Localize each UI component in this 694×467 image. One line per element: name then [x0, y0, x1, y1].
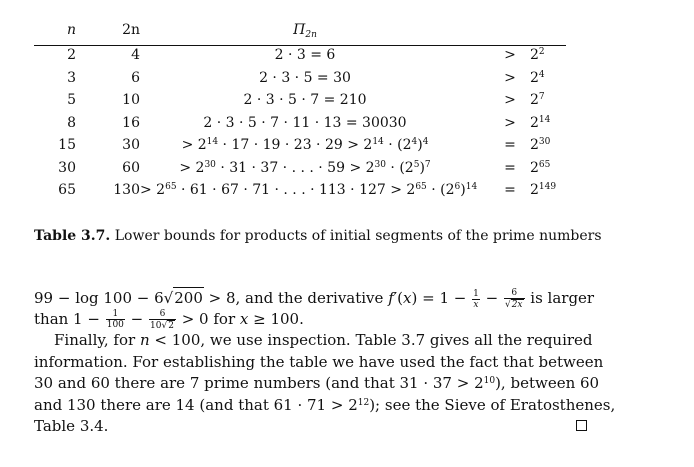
header-2n: 2n	[122, 22, 140, 38]
bounds-table	[34, 22, 566, 205]
table-row: 3 6 2 · 3 · 5 = 30 > $2^4$	[67, 69, 545, 86]
table-header-row	[34, 22, 566, 44]
table-row: 65 130 > $2^{65} \cdot 61 \cdot 67 \cdot 71$ · . . . · $113 \cdot 127 > 2^{65} \cdot (2^6)^{14}$ = $2^{149}$	[58, 182, 557, 198]
text-line: and 130 there are 14 (and that $61 \cdot 71 > 2^{12}$); see the Sieve of Eratosthenes,	[34, 395, 616, 414]
text-line: 30 and 60 there are 7 prime numbers (and that $31 \cdot 37 > 2^{10}$), between 60	[34, 374, 600, 392]
text-line: than 1 − $\frac{1}{100}$ − $\frac{6}{10√2}$ > 0 for x ≥ 100.	[34, 308, 304, 331]
table-row: 8 16 2 · 3 · 5 · 7 · 11 · 13 = 30030 > $2^{14}$	[67, 114, 551, 131]
body-text	[34, 287, 616, 438]
table-row: 2 4 2 · 3 = 6 > $2^2$	[67, 47, 545, 63]
table-row: 15 30 > $2^{14} \cdot 17 \cdot 19 \cdot 23 \cdot 29 > 2^{14} \cdot (2^4)^4$ = $2^{30}$	[58, 137, 551, 153]
caption-label: Table 3.7.	[34, 228, 111, 244]
table-row: 5 10 2 · 3 · 5 · 7 = 210 > $2^7$	[67, 92, 545, 108]
table-caption	[34, 228, 602, 244]
text-line: Table 3.4.	[34, 417, 109, 435]
text-line: 99 − log 100 − 6√200 > 8, and the derivative f′(x) = 1 − $\frac{1}{x}$ − $\frac{6}{√2x}$ is larger	[34, 288, 595, 310]
table-row: 30 60 > $2^{30} \cdot 31 \cdot 37$ · . . . · $59 > 2^{30} \cdot (2^5)^7$ = $2^{65}$	[58, 159, 551, 176]
header-n: n	[66, 22, 76, 38]
text-line: information. For establishing the table we have used the fact that between	[34, 352, 604, 371]
table-rule	[34, 45, 566, 46]
header-pi: $\Pi_{2n}$	[293, 22, 317, 40]
caption-text: Lower bounds for products of initial segments of the prime numbers	[110, 228, 602, 244]
text-line: Finally, for n < 100, we use inspection. Table 3.7 gives all the required	[54, 331, 593, 349]
qed-square-icon	[576, 420, 587, 431]
